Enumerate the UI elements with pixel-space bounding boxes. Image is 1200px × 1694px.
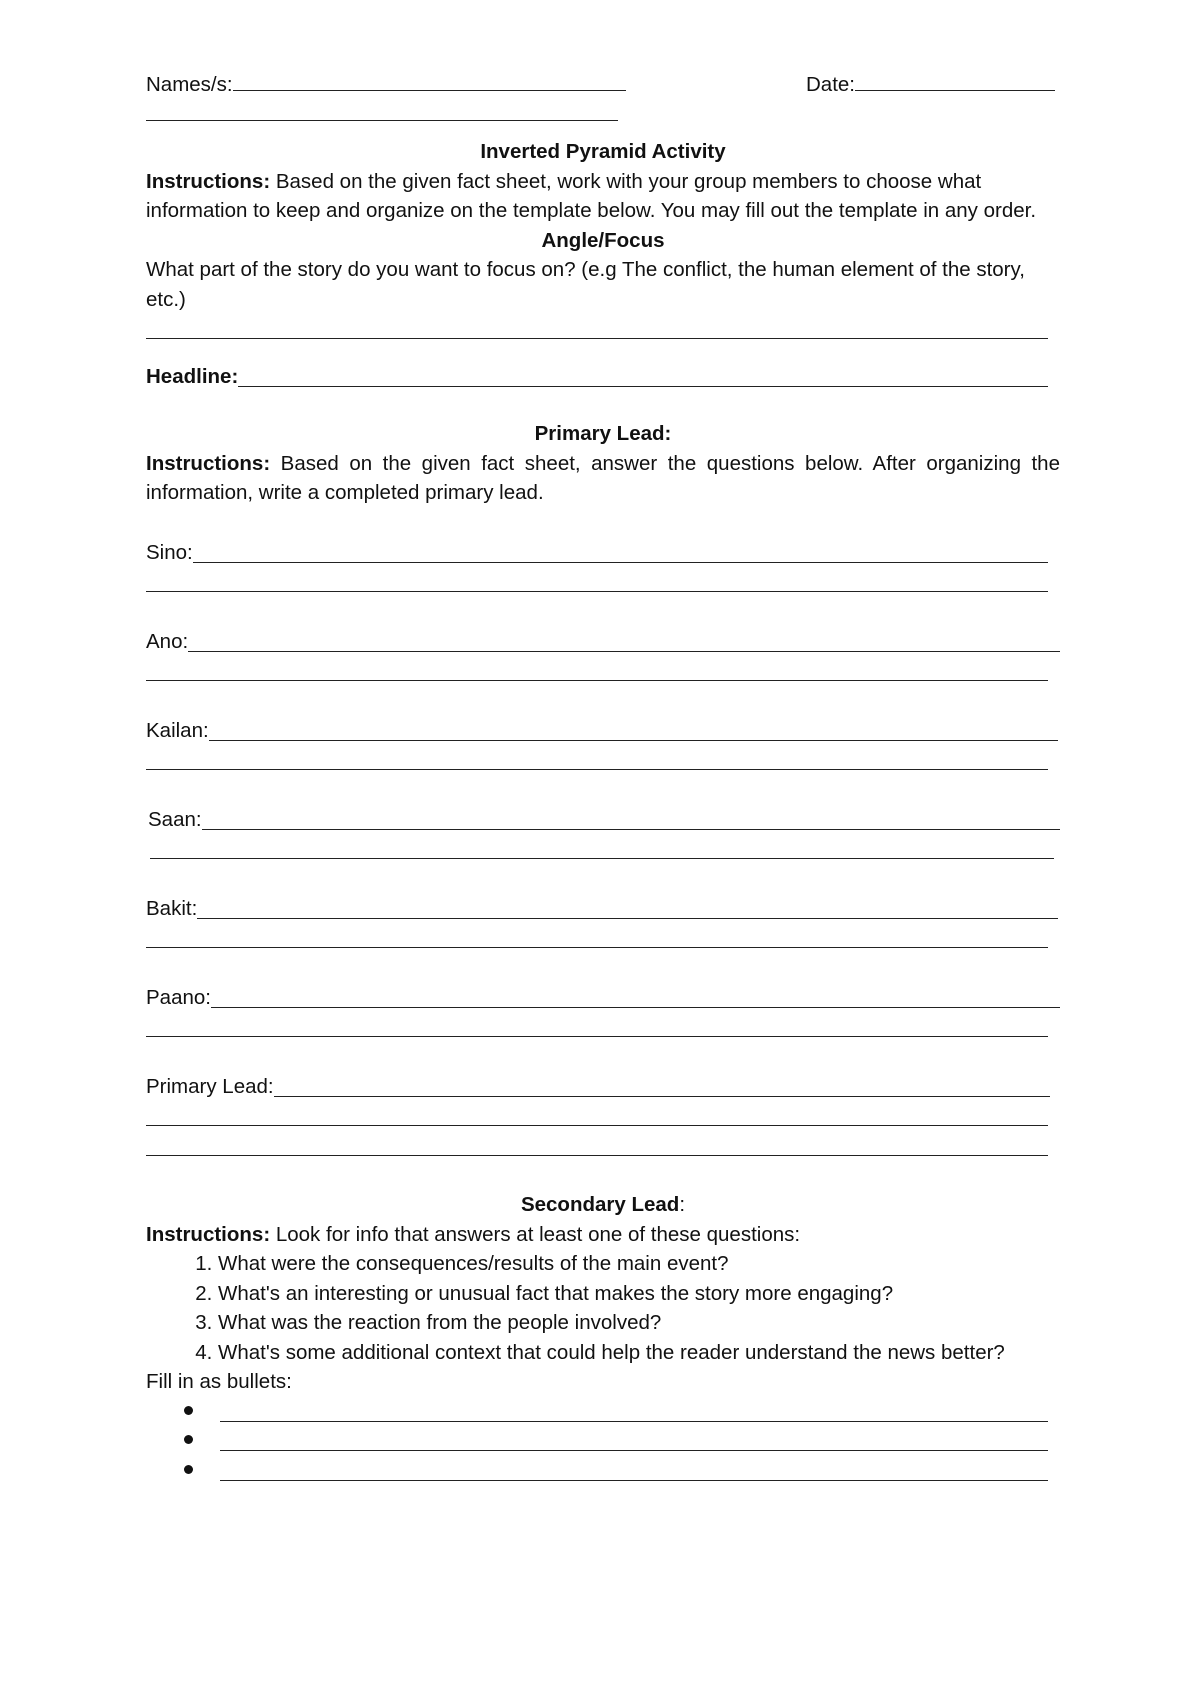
- ano-input-line-2[interactable]: [146, 656, 1060, 686]
- field-sino: [146, 538, 1060, 568]
- kailan-input-line[interactable]: [209, 716, 1058, 741]
- field-ano: [146, 627, 1060, 657]
- bullet-icon: [184, 1435, 193, 1444]
- list-item: 2. What's an interesting or unusual fact that makes the story more engaging?: [218, 1279, 1060, 1309]
- field-label: Ano:: [146, 629, 189, 653]
- field-label: Saan:: [148, 807, 202, 831]
- names-date-row: [146, 70, 1060, 100]
- paano-input-line[interactable]: [211, 983, 1060, 1008]
- headline-field[interactable]: [238, 362, 1048, 387]
- field-kailan: [146, 716, 1060, 746]
- field-label: Sino:: [146, 540, 193, 564]
- primary-lead-heading: Primary Lead:: [534, 422, 672, 445]
- list-item: 3. What was the reaction from the people involved?: [218, 1308, 1060, 1338]
- bullet-answer-3[interactable]: [146, 1456, 1060, 1486]
- ano-input-line[interactable]: [188, 627, 1060, 652]
- names-field[interactable]: [233, 70, 626, 91]
- field-label: Kailan:: [146, 718, 209, 742]
- primary-lead-input-line-2[interactable]: [146, 1101, 1060, 1131]
- field-label: Bakit:: [146, 896, 198, 920]
- instructions-label: Instructions:: [146, 169, 271, 193]
- secondary-lead-heading-suffix: :: [679, 1193, 686, 1216]
- sino-input-line-2[interactable]: [146, 567, 1060, 597]
- saan-input-line-2[interactable]: [146, 834, 1060, 864]
- names-label: Names/s:: [146, 73, 233, 96]
- field-paano: [146, 983, 1060, 1013]
- primary-lead-input-line[interactable]: [274, 1072, 1050, 1097]
- primary-instructions-text: Based on the given fact sheet, answer the questions below. After organizing the information, write a completed primary lead.: [146, 451, 1060, 504]
- secondary-instructions-label: Instructions:: [146, 1222, 271, 1246]
- names-continuation-row: [146, 100, 1060, 130]
- secondary-lead-heading-row: [146, 1190, 1060, 1220]
- list-item: 1. What were the consequences/results of the main event?: [218, 1249, 1060, 1279]
- primary-lead-instructions: [146, 449, 1060, 508]
- headline-row: [146, 362, 1060, 392]
- page-title: Inverted Pyramid Activity: [480, 140, 726, 163]
- field-label: Paano:: [146, 985, 211, 1009]
- bullet-answer-1[interactable]: [146, 1397, 1060, 1427]
- primary-instructions-label: Instructions:: [146, 451, 271, 475]
- bullet-answer-list: [146, 1397, 1060, 1486]
- angle-answer-line[interactable]: [146, 314, 1060, 344]
- saan-input-line[interactable]: [202, 805, 1060, 830]
- bullet-icon: [184, 1465, 193, 1474]
- list-item: 4. What's some additional context that could help the reader understand the news better?: [218, 1338, 1060, 1368]
- bullet-icon: [184, 1406, 193, 1415]
- sino-input-line[interactable]: [193, 538, 1048, 563]
- headline-label: Headline:: [146, 364, 239, 388]
- secondary-lead-instructions: [146, 1220, 1060, 1250]
- instructions-text: Based on the given fact sheet, work with your group members to choose what information to keep and organize on the template below. You may fill out the template in any order.: [146, 169, 1037, 222]
- field-primary-lead: [146, 1072, 1060, 1102]
- bakit-input-line[interactable]: [197, 894, 1058, 919]
- kailan-input-line-2[interactable]: [146, 745, 1060, 775]
- angle-heading: Angle/Focus: [541, 228, 665, 252]
- secondary-instructions-text: Look for info that answers at least one of these questions:: [270, 1222, 801, 1246]
- paano-input-line-2[interactable]: [146, 1012, 1060, 1042]
- field-saan: [146, 805, 1060, 835]
- intro-instructions: [146, 167, 1060, 226]
- secondary-questions-list: [146, 1249, 1060, 1367]
- angle-question: What part of the story do you want to focus on? (e.g The conflict, the human element of the story, etc.): [146, 258, 1025, 311]
- bullet-answer-2[interactable]: [146, 1426, 1060, 1456]
- primary-lead-label: Primary Lead:: [146, 1074, 274, 1098]
- field-bakit: [146, 894, 1060, 924]
- date-field[interactable]: [855, 70, 1055, 91]
- secondary-lead-heading: Secondary Lead: [520, 1193, 680, 1216]
- names-field-line-2[interactable]: [146, 102, 618, 121]
- worksheet-page: [146, 70, 1060, 1485]
- bakit-input-line-2[interactable]: [146, 923, 1060, 953]
- fill-in-label: Fill in as bullets:: [146, 1370, 292, 1393]
- primary-lead-input-line-3[interactable]: [146, 1131, 1060, 1161]
- date-label: Date:: [806, 73, 855, 96]
